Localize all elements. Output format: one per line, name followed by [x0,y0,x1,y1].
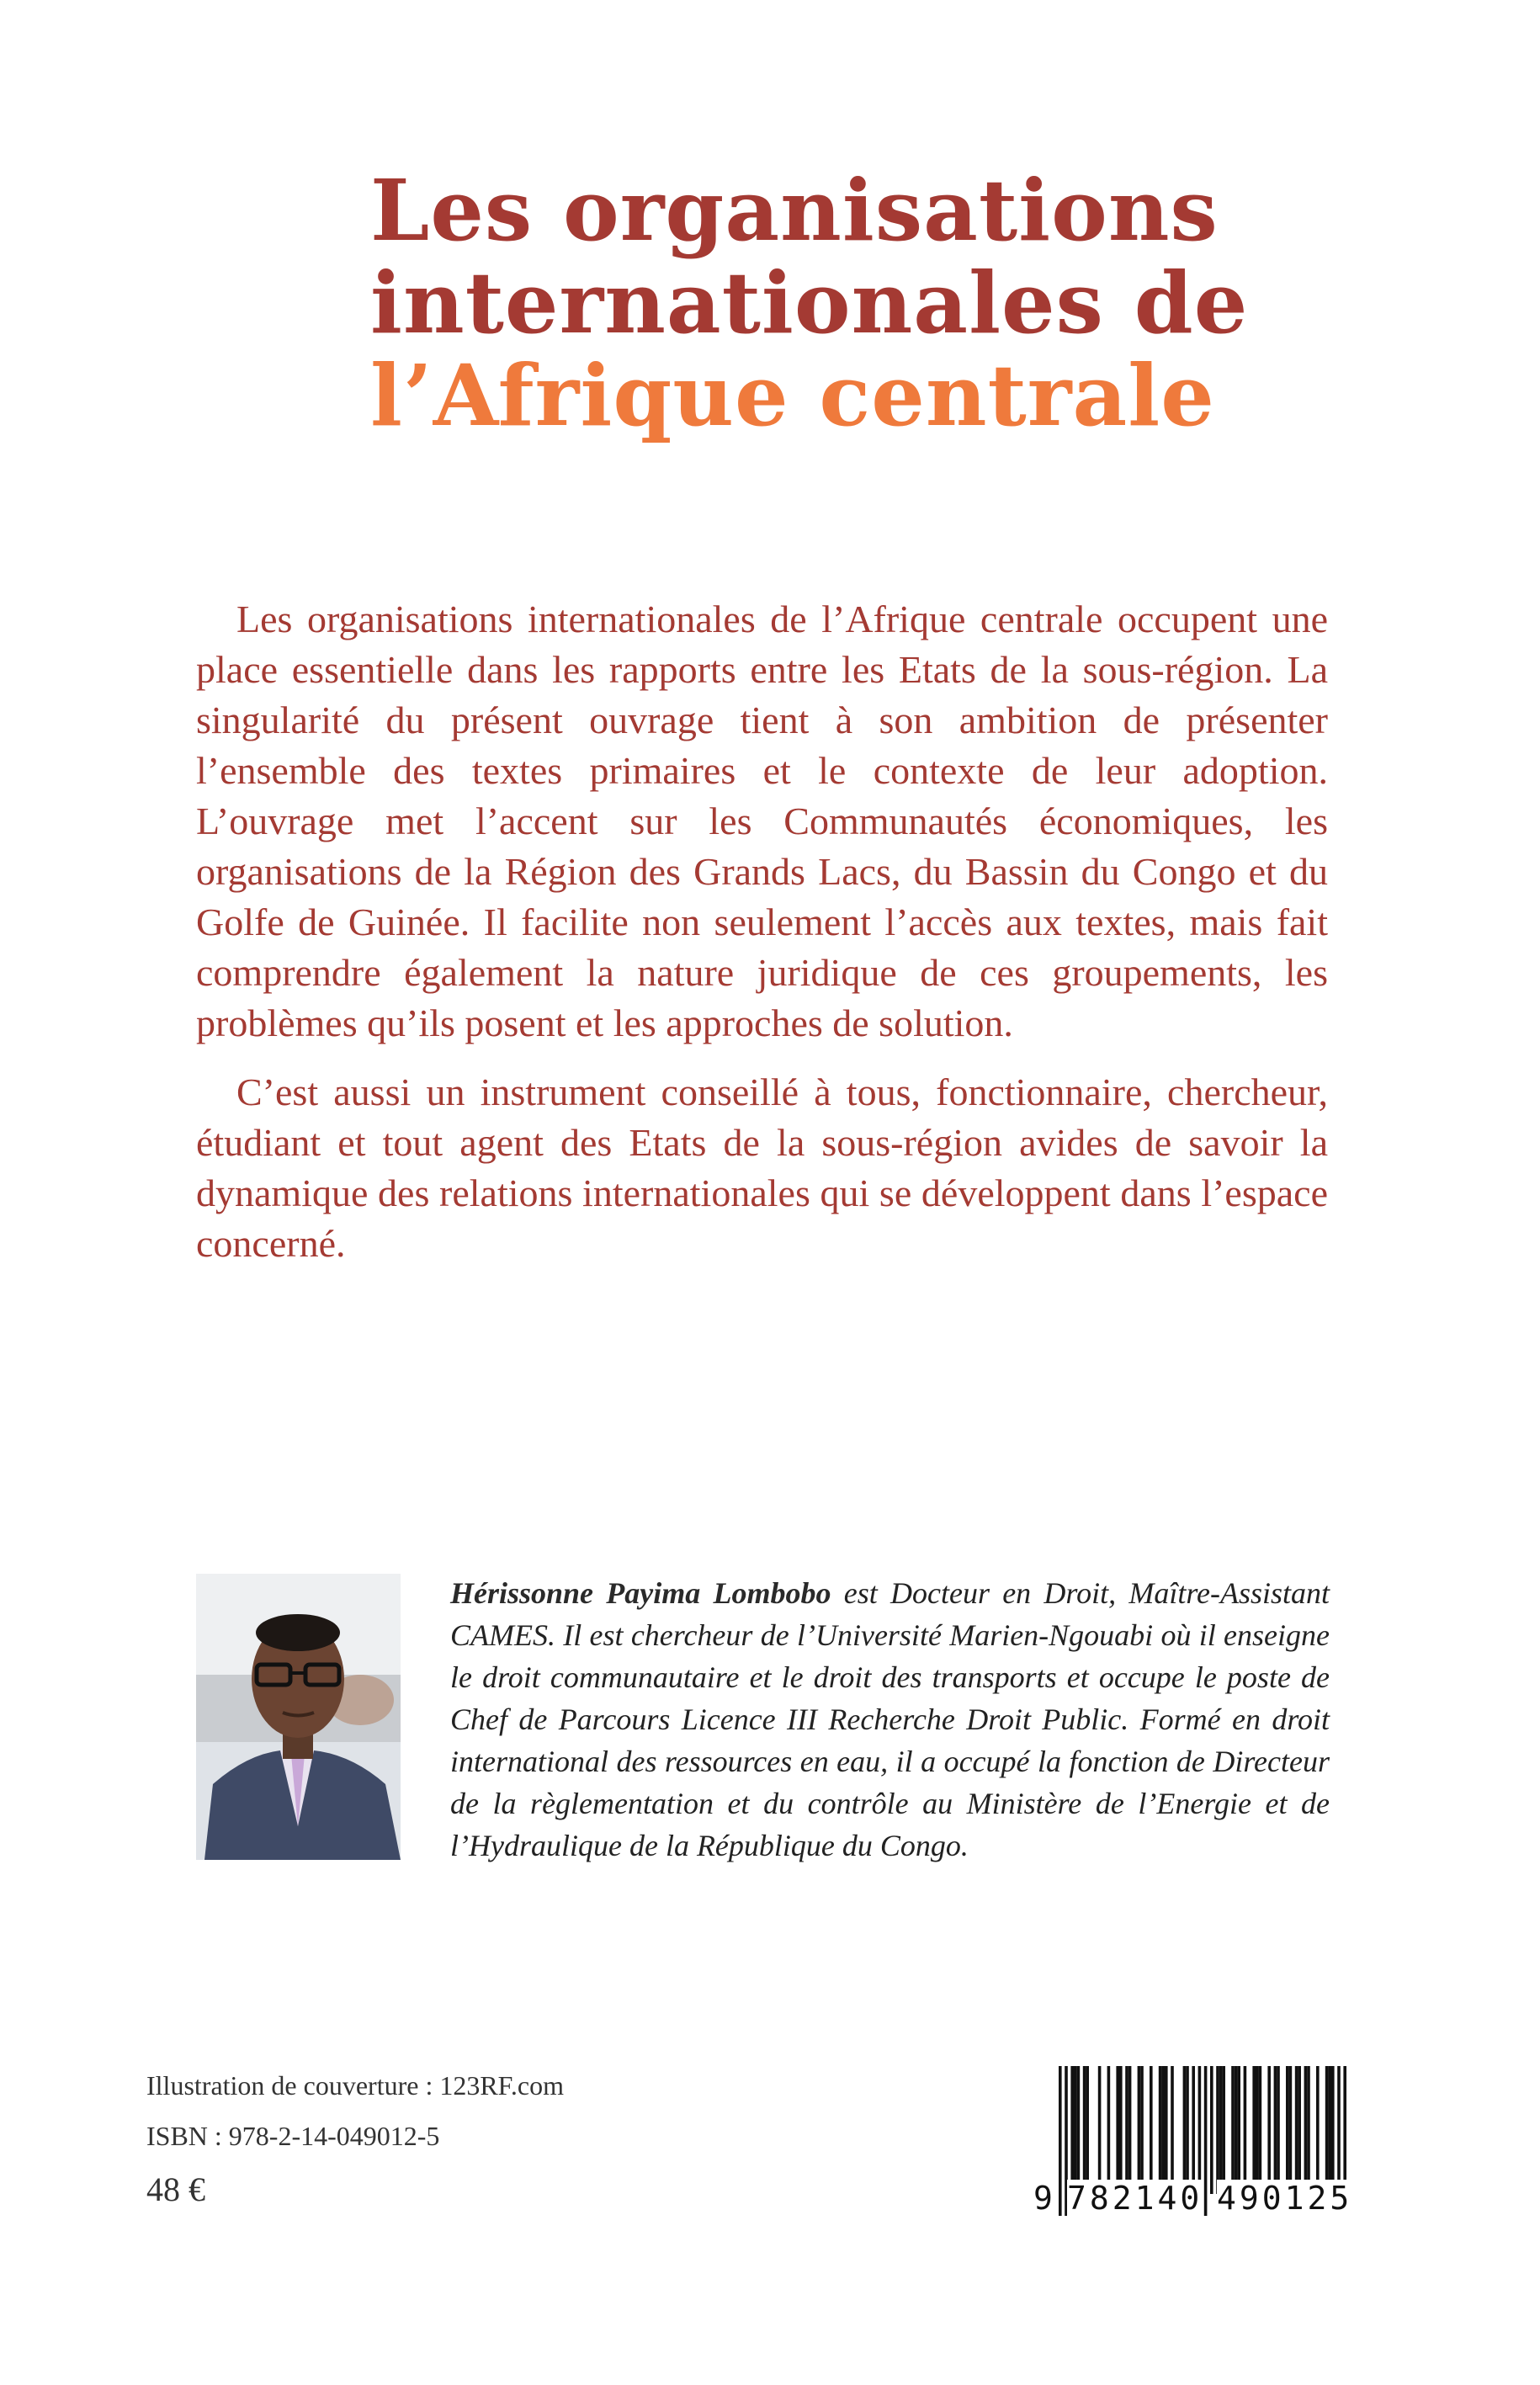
barcode-bar [1298,2066,1301,2194]
barcode-bar [1316,2066,1320,2194]
barcode-bar [1161,2066,1165,2194]
barcode-bar [1331,2066,1335,2194]
barcode-bar [1219,2066,1223,2194]
barcode-bar [1325,2066,1329,2194]
price: 48 € [146,2170,205,2208]
author-biography [450,1572,1330,1867]
barcode-bar [1307,2066,1310,2194]
barcode-bar [1222,2066,1225,2194]
illustration-credit: Illustration de couverture : 123RF.com [146,2070,564,2101]
barcode-bar [1274,2066,1277,2194]
barcode-bar [1128,2066,1132,2194]
book-summary [196,594,1328,1288]
barcode-bar [1159,2066,1162,2194]
barcode-bar [1140,2066,1144,2194]
barcode-bar [1125,2066,1128,2194]
barcode-bar [1256,2066,1259,2194]
title-line-2: internationales de [370,253,1249,353]
barcode-first-digit: 9 [1033,2180,1053,2217]
barcode-bar [1077,2066,1081,2194]
barcode-bar [1165,2066,1168,2194]
barcode-bar [1235,2066,1238,2194]
barcode-bar [1192,2066,1195,2194]
publication-credits [146,2069,564,2220]
barcode-bar [1083,2066,1086,2194]
barcode-bar [1252,2066,1256,2194]
barcode-bar [1119,2066,1123,2194]
barcode-bar [1070,2066,1074,2194]
barcode-bar [1107,2066,1111,2194]
barcode-bar [1150,2066,1153,2194]
book-title [370,161,1249,445]
barcode-bar [1244,2066,1247,2194]
barcode-left-group: 782140 [1067,2180,1203,2217]
barcode-bar [1216,2066,1219,2194]
isbn-number: ISBN : 978-2-14-049012-5 [146,2121,440,2151]
barcode-bar [1237,2066,1240,2194]
author-photo [196,1574,401,1860]
barcode-bar [1295,2066,1298,2194]
title-line-1: Les organisations [370,161,1219,260]
title-line-3: l’Afrique centrale [370,346,1215,445]
barcode-bar [1286,2066,1289,2194]
barcode-bar [1171,2066,1174,2194]
barcode-digits [1033,2180,1363,2217]
barcode-bar [1098,2066,1102,2194]
barcode-bar [1074,2066,1077,2194]
barcode-bar [1086,2066,1089,2194]
summary-paragraph-2: C’est aussi un instrument conseillé à tous, fonctionnaire, chercheur, étudiant et tout agent des Etats de la sous-région avides de savoir la dynamique des relations internationales qui se développent dans l’espace concerné. [196,1070,1328,1265]
barcode-bar [1186,2066,1189,2194]
author-portrait-illustration [196,1574,401,1860]
barcode-bar [1328,2066,1331,2194]
barcode-bar [1277,2066,1280,2194]
barcode-bar [1259,2066,1262,2194]
barcode-right-group: 490125 [1217,2180,1353,2217]
barcode-bar [1138,2066,1141,2194]
barcode-bar [1116,2066,1119,2194]
barcode-bar [1304,2066,1308,2194]
author-bio-text: est Docteur en Droit, Maître-Assistant CAMES. Il est chercheur de l’Université Marien-Ngouabi où il enseigne le droit communautaire et le droit des transports et occupe le poste de Chef de Parcours Licence III Recherche Droit Public. Formé en droit international des ressources en eau, il a occupé la fonction de Directeur de la règlementation et du contrôle au Ministère de l’Energie et de l’Hydraulique de la République du Congo. [450,1576,1330,1862]
barcode-bar [1231,2066,1235,2194]
barcode-bar [1267,2066,1271,2194]
summary-paragraph-1: Les organisations internationales de l’Afrique centrale occupent une place essentielle dans les rapports entre les Etats de la sous-région. La singularité du présent ouvrage tient à son ambition de présenter l’ensemble des textes primaires et le contexte de leur adoption. L’ouvrage met l’accent sur les Communautés économiques, les organisations de la Région des Grands Lacs, du Bassin du Congo et du Golfe de Guinée. Il facilite non seulement l’accès aux textes, mais fait comprendre également la nature juridique de ces groupements, les problèmes qu’ils posent et les approches de solution. [196,598,1328,1044]
barcode-bar [1210,2066,1213,2194]
barcode-bar [1289,2066,1293,2194]
barcode-bar [1183,2066,1187,2194]
author-name: Hérissonne Payima Lombobo [450,1576,831,1610]
